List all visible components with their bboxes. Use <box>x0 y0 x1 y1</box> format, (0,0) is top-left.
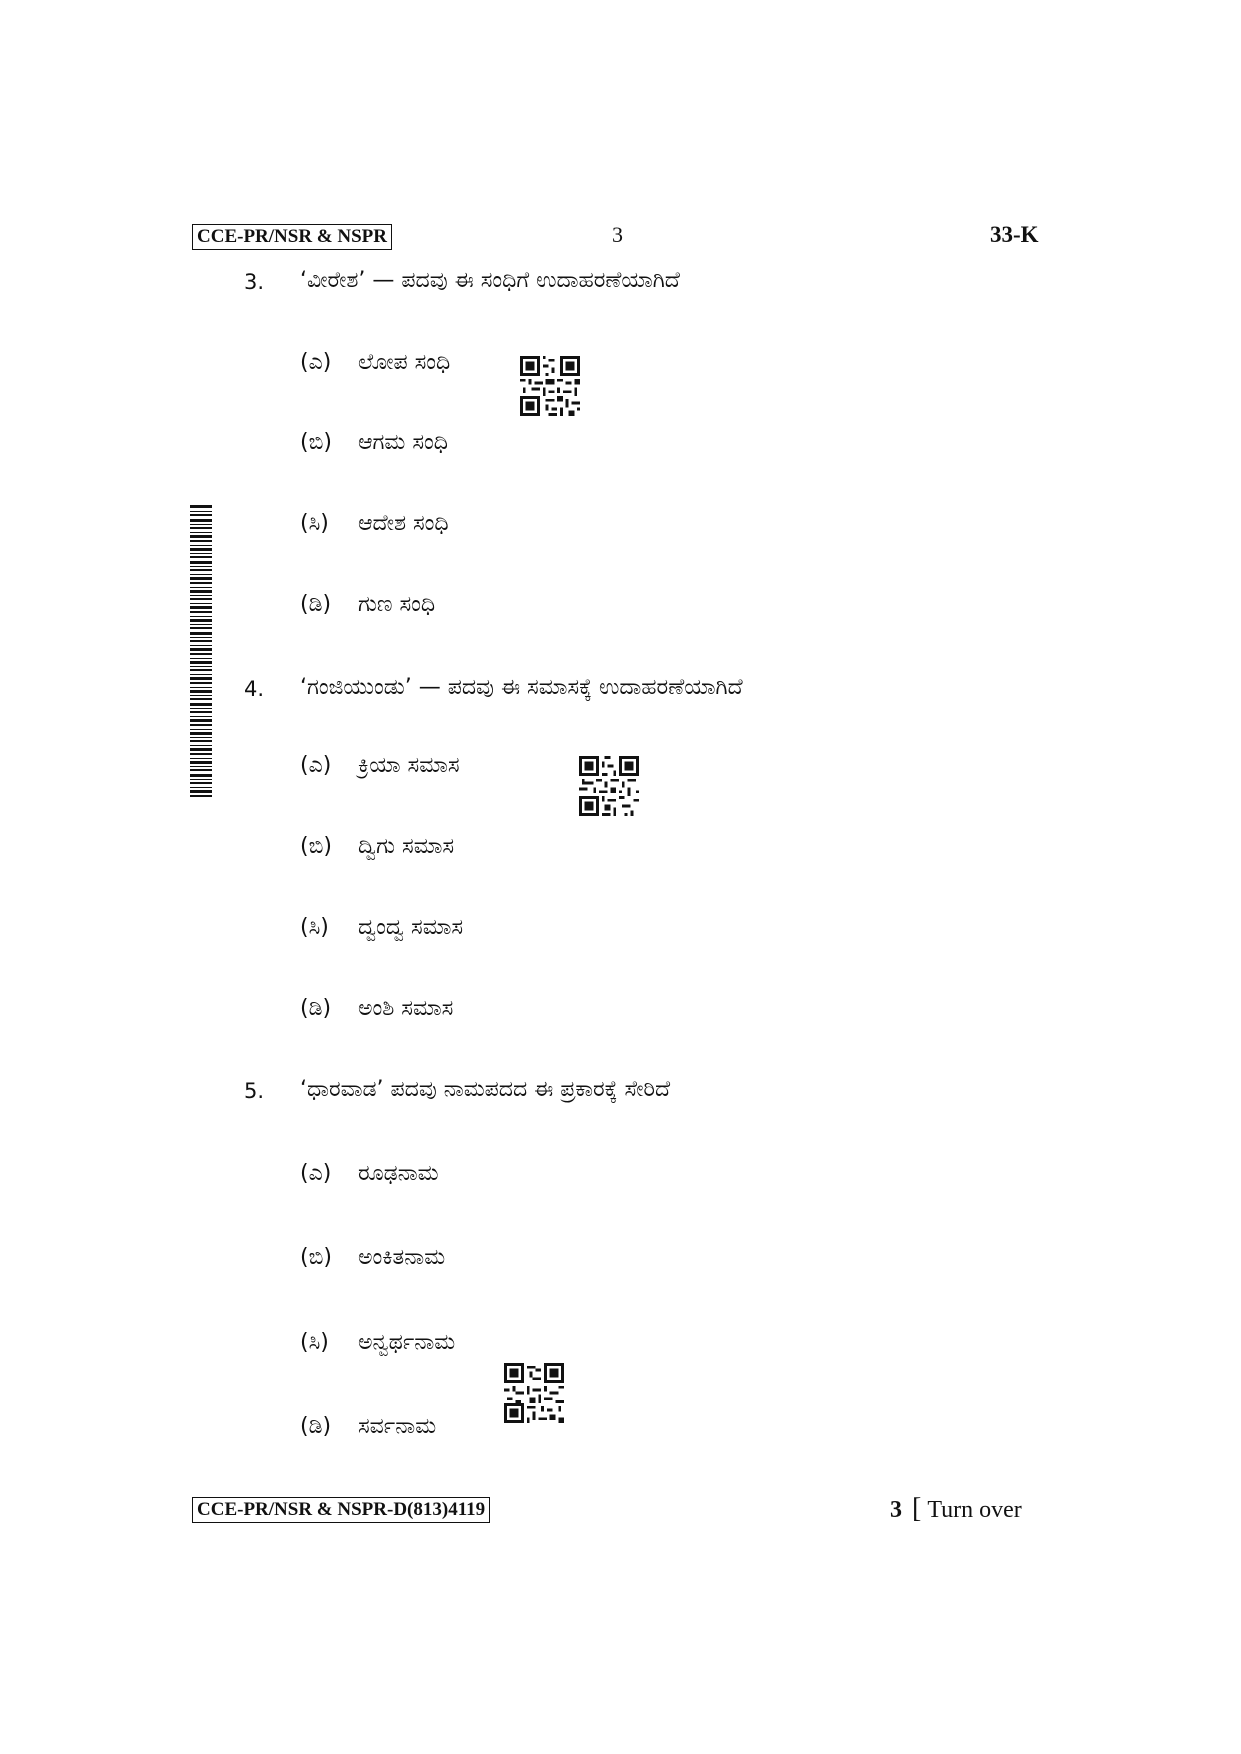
option-text: ಅನ್ವರ್ಥನಾಮ <box>358 1330 456 1355</box>
option-label: (ಸಿ) <box>300 915 329 940</box>
qr-code-icon <box>504 1363 564 1423</box>
option-item <box>300 350 450 375</box>
option-text: ಸರ್ವನಾಮ <box>358 1414 437 1439</box>
option-label: (ಎ) <box>300 753 332 778</box>
option-label: (ಎ) <box>300 350 332 375</box>
question-text: ‘ಗಂಜಿಯುಂಡು’ — ಪದವು ಈ ಸಮಾಸಕ್ಕೆ ಉದಾಹರಣೆಯಾಗಿದೆ <box>300 675 743 700</box>
option-label: (ಬಿ) <box>300 430 332 455</box>
footer-bracket: [ <box>912 1493 922 1524</box>
question-number: 3. <box>244 270 265 294</box>
question-text: ‘ಧಾರವಾಡ’ ಪದವು ನಾಮಪದದ ಈ ಪ್ರಕಾರಕ್ಕೆ ಸೇರಿದೆ <box>300 1077 671 1102</box>
option-label: (ಡಿ) <box>300 592 332 617</box>
header-code-box: CCE-PR/NSR & NSPR <box>192 224 392 250</box>
question-number: 4. <box>244 677 265 701</box>
option-item <box>300 1330 455 1355</box>
option-label: (ಡಿ) <box>300 996 332 1021</box>
option-text: ಆದೇಶ ಸಂಧಿ <box>358 511 449 536</box>
footer-turn-over <box>890 1493 1022 1525</box>
option-item <box>300 511 449 536</box>
option-text: ರೂಢನಾಮ <box>358 1161 439 1186</box>
option-item <box>300 996 453 1021</box>
header-page-number: 3 <box>612 222 623 247</box>
question-text: ‘ವೀರೇಶ’ — ಪದವು ಈ ಸಂಧಿಗೆ ಉದಾಹರಣೆಯಾಗಿದೆ <box>300 268 680 293</box>
option-text: ದ್ವಿಗು ಸಮಾಸ <box>358 834 455 859</box>
qr-code-icon <box>579 756 639 816</box>
option-item <box>300 753 460 778</box>
option-item <box>300 1245 445 1270</box>
option-item <box>300 1414 436 1439</box>
turn-over-label: Turn over <box>927 1497 1022 1523</box>
option-label: (ಸಿ) <box>300 1330 329 1355</box>
option-text: ಲೋಪ ಸಂಧಿ <box>358 350 451 375</box>
qr-code-icon <box>520 356 580 416</box>
option-item <box>300 915 463 940</box>
option-item <box>300 1161 439 1186</box>
option-label: (ಎ) <box>300 1161 332 1186</box>
option-text: ಗುಣ ಸಂಧಿ <box>358 592 436 617</box>
option-item <box>300 834 454 859</box>
barcode-icon <box>190 505 212 797</box>
option-item <box>300 592 435 617</box>
option-label: (ಸಿ) <box>300 511 329 536</box>
option-label: (ಬಿ) <box>300 834 332 859</box>
option-label: (ಡಿ) <box>300 1414 332 1439</box>
option-text: ಕ್ರಿಯಾ ಸಮಾಸ <box>358 753 460 778</box>
option-text: ಅಂಶಿ ಸಮಾಸ <box>358 996 454 1021</box>
option-text: ಅಂಕಿತನಾಮ <box>358 1245 446 1270</box>
option-label: (ಬಿ) <box>300 1245 332 1270</box>
footer-page-number: 3 <box>890 1497 902 1523</box>
option-text: ಆಗಮ ಸಂಧಿ <box>358 430 448 455</box>
paper-code: 33-K <box>990 222 1039 247</box>
footer-code-box: CCE-PR/NSR & NSPR-D(813)4119 <box>192 1497 490 1523</box>
option-text: ದ್ವಂದ್ವ ಸಮಾಸ <box>358 915 464 940</box>
option-item <box>300 430 448 455</box>
question-number: 5. <box>244 1079 265 1103</box>
